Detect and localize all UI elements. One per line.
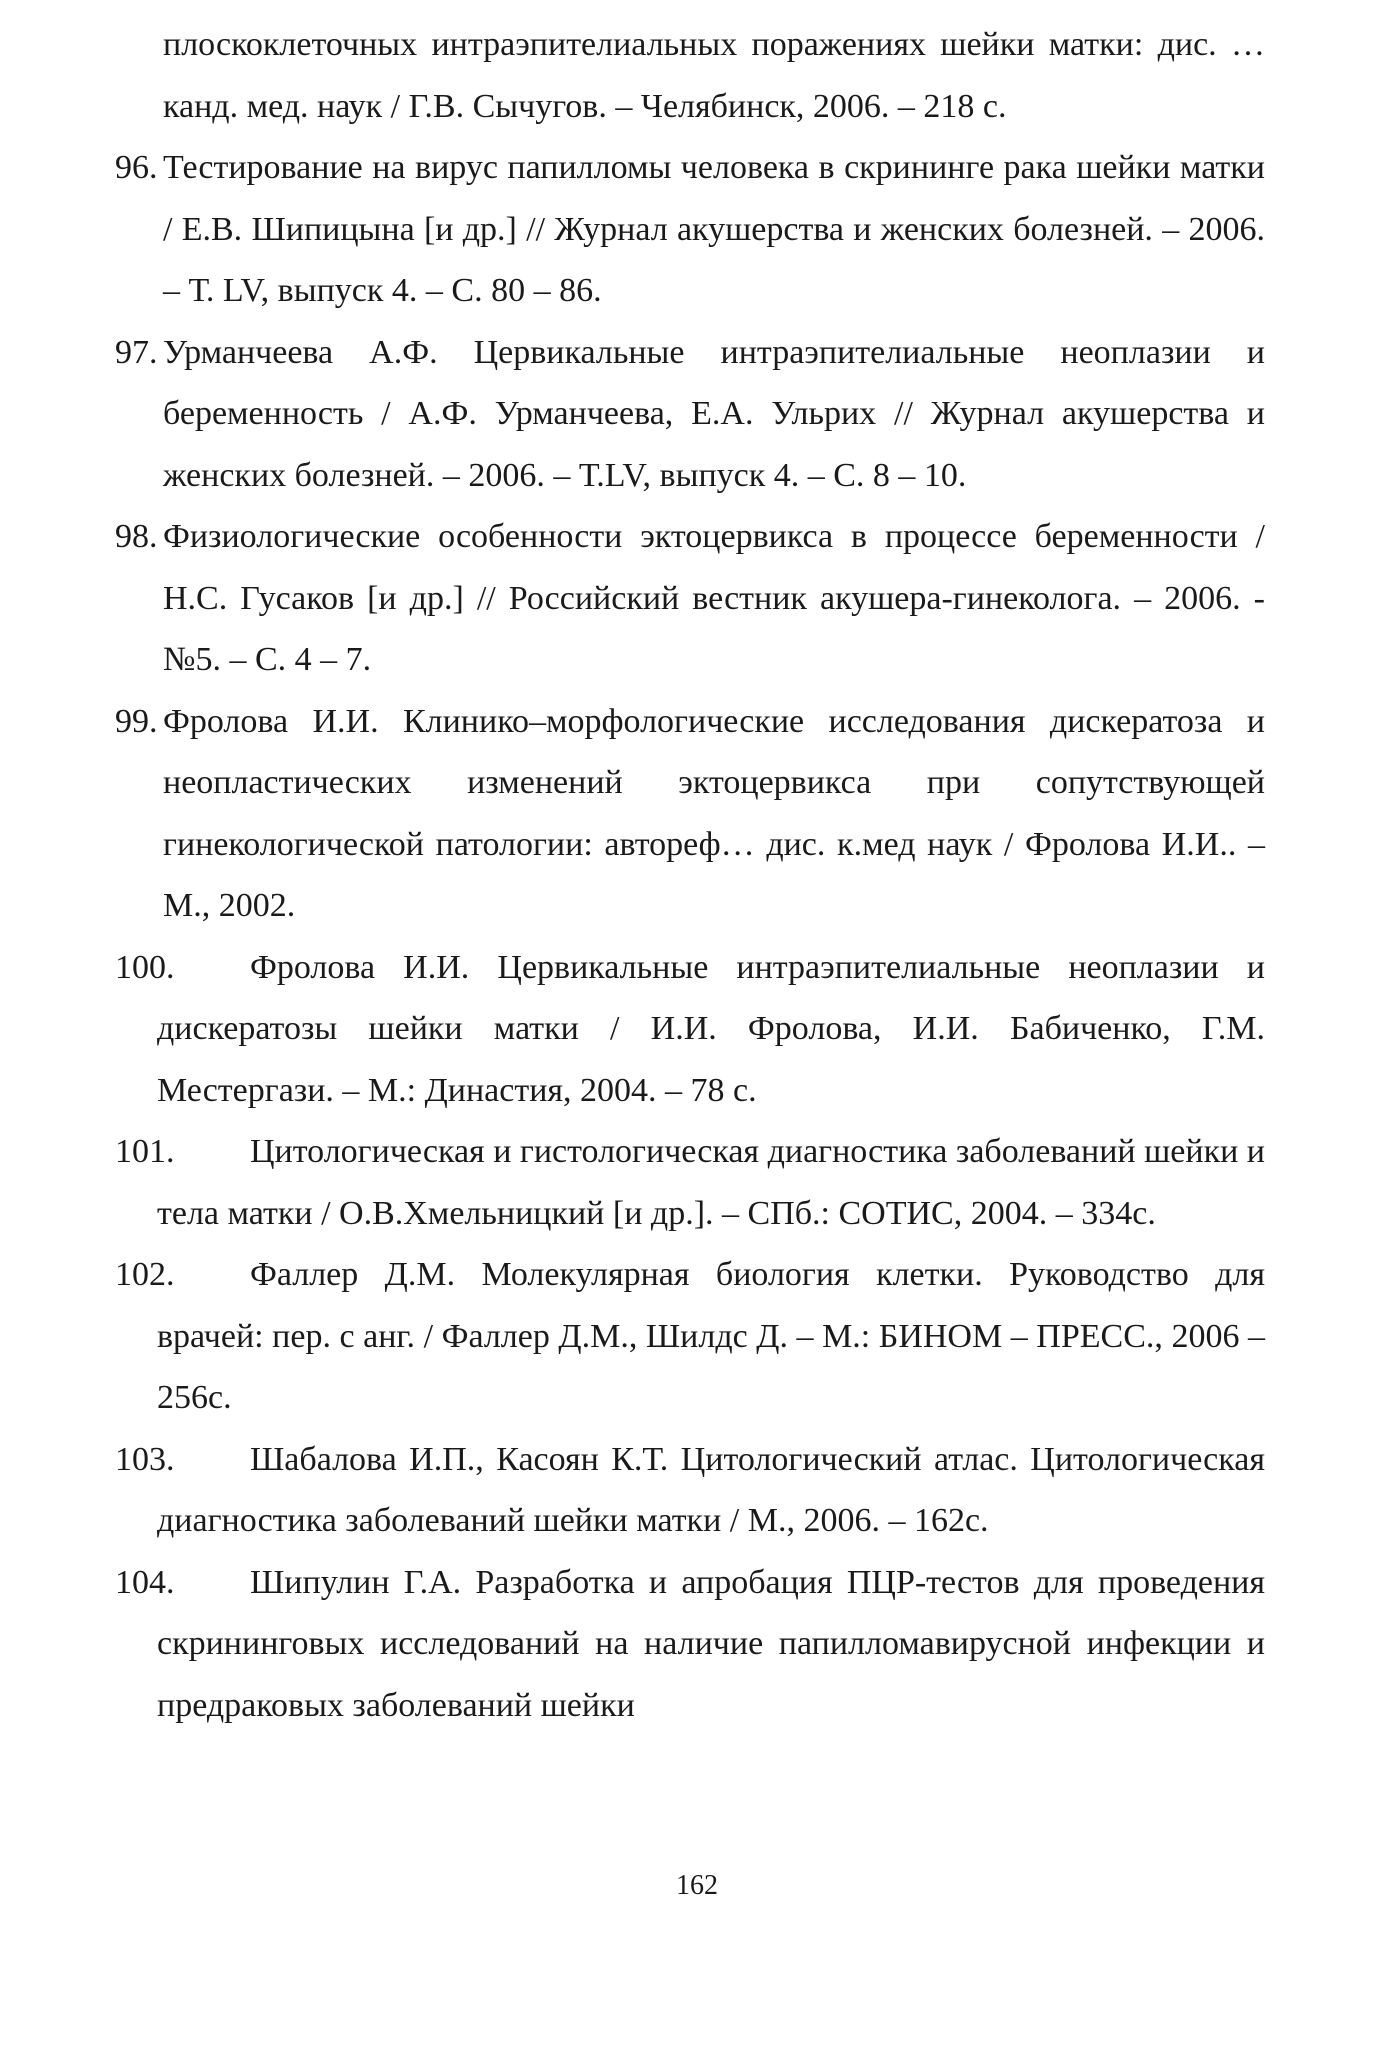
- reference-item: [115, 1244, 1265, 1429]
- reference-text: Фролова И.И. Цервикальные интраэпителиальные неоплазии и дискератозы шейки матки / И.И. Фролова, И.И. Бабиченко, Г.М. Местергази. – М.: Династия, 2004. – 78 с.: [157, 948, 1265, 1109]
- reference-text: Цитологическая и гистологическая диагностика заболеваний шейки и тела матки / О.В.Хмельницкий [и др.]. – СПб.: СОТИС, 2004. – 334с.: [157, 1133, 1265, 1232]
- reference-item: [115, 1429, 1265, 1552]
- reference-number: 96.: [115, 149, 158, 186]
- reference-item: [115, 1121, 1265, 1244]
- reference-text: Урманчеева А.Ф. Цервикальные интраэпителиальные неоплазии и беременность / А.Ф. Урманчеева, Е.А. Ульрих // Журнал акушерства и женских болезней. – 2006. – Т.LV, выпуск 4. – С. 8 – 10.: [163, 333, 1265, 494]
- reference-text: Тестирование на вирус папилломы человека в скрининге рака шейки матки / Е.В. Шипицына [и др.] // Журнал акушерства и женских болезней. – 2006. – Т. LV, выпуск 4. – С. 80 – 86.: [163, 149, 1265, 309]
- reference-item: [115, 1552, 1265, 1737]
- reference-text: Физиологические особенности эктоцервикса в процессе беременности / Н.С. Гусаков [и др.] // Российский вестник акушера-гинеколога. – 2006. - №5. – С. 4 – 7.: [163, 518, 1265, 678]
- reference-item: [115, 506, 1265, 691]
- reference-text: Шипулин Г.А. Разработка и апробация ПЦР-тестов для проведения скрининговых исследований на наличие папилломавирусной инфекции и предраковых заболеваний шейки: [157, 1563, 1265, 1724]
- reference-number: 101.: [115, 1133, 175, 1170]
- reference-item: [115, 937, 1265, 1122]
- page-number: 162: [676, 1870, 718, 1901]
- reference-item: [115, 691, 1265, 937]
- reference-number: 100.: [115, 948, 175, 986]
- reference-item: [115, 322, 1265, 507]
- reference-list: [115, 14, 1265, 1736]
- reference-number: 98.: [115, 518, 158, 555]
- reference-number: 102.: [115, 1256, 175, 1293]
- reference-text: плоскоклеточных интраэпителиальных поражениях шейки матки: дис. … канд. мед. наук / Г.В. Сычугов. – Челябинск, 2006. – 218 с.: [163, 26, 1265, 125]
- reference-item: [115, 14, 1265, 137]
- reference-number: 99.: [115, 702, 158, 740]
- reference-number: 104.: [115, 1563, 175, 1601]
- reference-text: Шабалова И.П., Касоян К.Т. Цитологический атлас. Цитологическая диагностика заболеваний шейки матки / М., 2006. – 162с.: [157, 1440, 1265, 1539]
- reference-number: 97.: [115, 333, 158, 371]
- reference-number: 103.: [115, 1440, 175, 1478]
- reference-item: [115, 137, 1265, 322]
- reference-text: Фролова И.И. Клинико–морфологические исследования дискератоза и неопластических изменений эктоцервикса при сопутствующей гинекологической патологии: автореф… дис. к.мед наук / Фролова И.И.. –М., 2002.: [163, 702, 1265, 924]
- reference-text: Фаллер Д.М. Молекулярная биология клетки. Руководство для врачей: пер. с анг. / Фаллер Д.М., Шилдс Д. – М.: БИНОМ – ПРЕСС., 2006 – 256с.: [157, 1256, 1265, 1416]
